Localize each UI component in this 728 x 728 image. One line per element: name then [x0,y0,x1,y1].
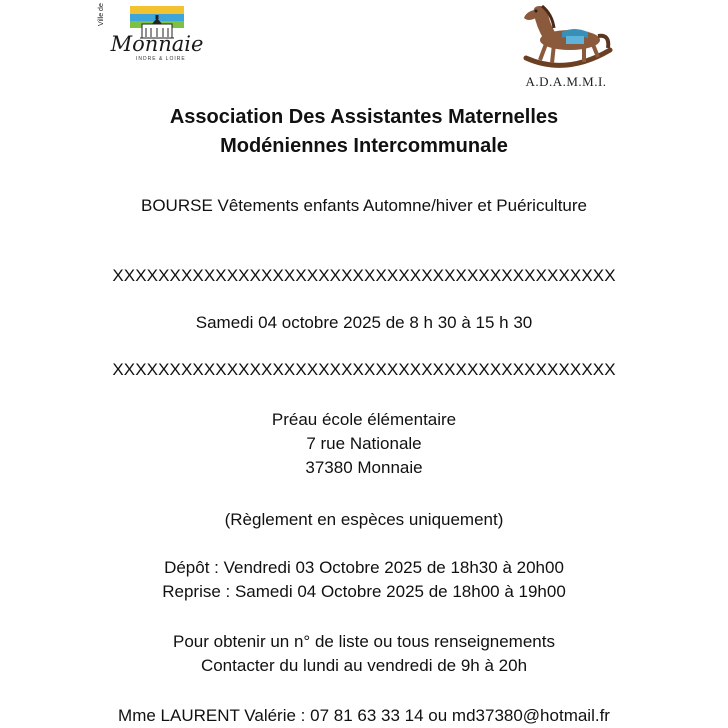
adammi-logo [518,0,614,102]
location-place: Préau école élémentaire [271,410,457,429]
adammi-label: A.D.A.M.M.I. [525,74,607,89]
location-city: 37380 Monnaie [305,458,423,477]
contact-line: Mme LAURENT Valérie : 07 81 63 33 14 ou md37380@hotmail.fr [118,706,610,725]
event-name: BOURSE Vêtements enfants Automne/hiver et Puériculture [140,196,587,215]
title-line-1: Association Des Assistantes Maternelles [169,106,559,128]
monnaie-logo [100,2,212,66]
info-line-2: Contacter du lundi au vendredi de 9h à 20h [200,656,528,675]
payment-note: (Règlement en espèces uniquement) [224,510,504,529]
separator-top: XXXXXXXXXXXXXXXXXXXXXXXXXXXXXXXXXXXXXXXXXXXX [112,266,616,285]
rocking-horse-icon [518,0,614,76]
info-line-1: Pour obtenir un n° de liste ou tous renseignements [173,632,555,651]
monnaie-vertical-text: Ville de [98,3,105,26]
event-date-time: Samedi 04 octobre 2025 de 8 h 30 à 15 h 30 [195,313,533,332]
pickup-schedule: Reprise : Samedi 04 Octobre 2025 de 18h00 à 19h00 [162,582,566,601]
monnaie-subtitle: INDRE & LOIRE [136,56,186,62]
monnaie-name: Monnaie [110,32,204,56]
location-street: 7 rue Nationale [306,434,422,453]
title-line-2: Modéniennes Intercommunale [220,135,508,157]
deposit-schedule: Dépôt : Vendredi 03 Octobre 2025 de 18h30 à 20h00 [164,558,564,577]
separator-bottom: XXXXXXXXXXXXXXXXXXXXXXXXXXXXXXXXXXXXXXXXXXXX [112,360,616,379]
